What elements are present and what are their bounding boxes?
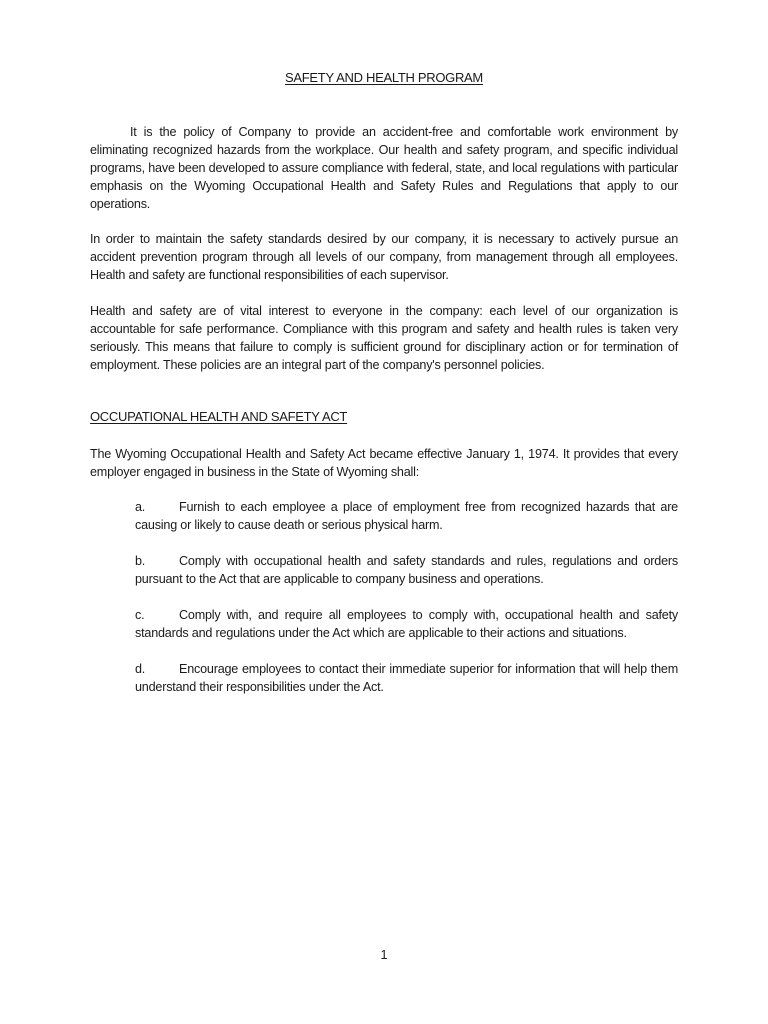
section-lead-paragraph: The Wyoming Occupational Health and Safety Act became effective January 1, 1974. It provides that every employer engaged in business in the State of Wyoming shall:: [90, 447, 678, 479]
list-item: [135, 606, 678, 642]
policy-paragraph: It is the policy of Company to provide an accident-free and comfortable work environment by eliminating recognized hazards from the workplace. Our health and safety program, and specific individual programs, have been developed to assure compliance with federal, state, and local regulations with particular emphasis on the Wyoming Occupational Health and Safety Rules and Regulations that apply to our operations.: [90, 125, 678, 211]
list-item: [135, 552, 678, 588]
list-item-text: Comply with, and require all employees to comply with, occupational health and safety standards and regulations under the Act which are applicable to their actions and situations.: [135, 608, 678, 640]
page-number: 1: [380, 948, 388, 962]
list-item-text: Furnish to each employee a place of employment free from recognized hazards that are causing or likely to cause death or serious physical harm.: [135, 500, 678, 532]
safety-standards-paragraph: In order to maintain the safety standards desired by our company, it is necessary to actively pursue an accident prevention program through all levels of our company, from management through all employees. Health and safety are functional responsibilities of each supervisor.: [90, 232, 678, 282]
document-title: SAFETY AND HEALTH PROGRAM: [285, 70, 483, 85]
list-item-marker: d.: [135, 662, 146, 676]
list-item-text: Comply with occupational health and safety standards and rules, regulations and orders pursuant to the Act that are applicable to company business and operations.: [135, 554, 678, 586]
list-item: [135, 660, 678, 696]
list-item-marker: c.: [135, 608, 145, 622]
section-heading: OCCUPATIONAL HEALTH AND SAFETY ACT: [90, 409, 348, 424]
list-item-text: Encourage employees to contact their immediate superior for information that will help them understand their responsibilities under the Act.: [135, 662, 678, 694]
list-item: [135, 498, 678, 534]
list-item-marker: b.: [135, 554, 146, 568]
list-item-marker: a.: [135, 500, 146, 514]
accountability-paragraph: Health and safety are of vital interest to everyone in the company: each level of our organization is accountable for safe performance. Compliance with this program and safety and health rules is taken very seriously. This means that failure to comply is sufficient ground for disciplinary action or for termination of employment. These policies are an integral part of the company's personnel policies.: [90, 304, 678, 372]
